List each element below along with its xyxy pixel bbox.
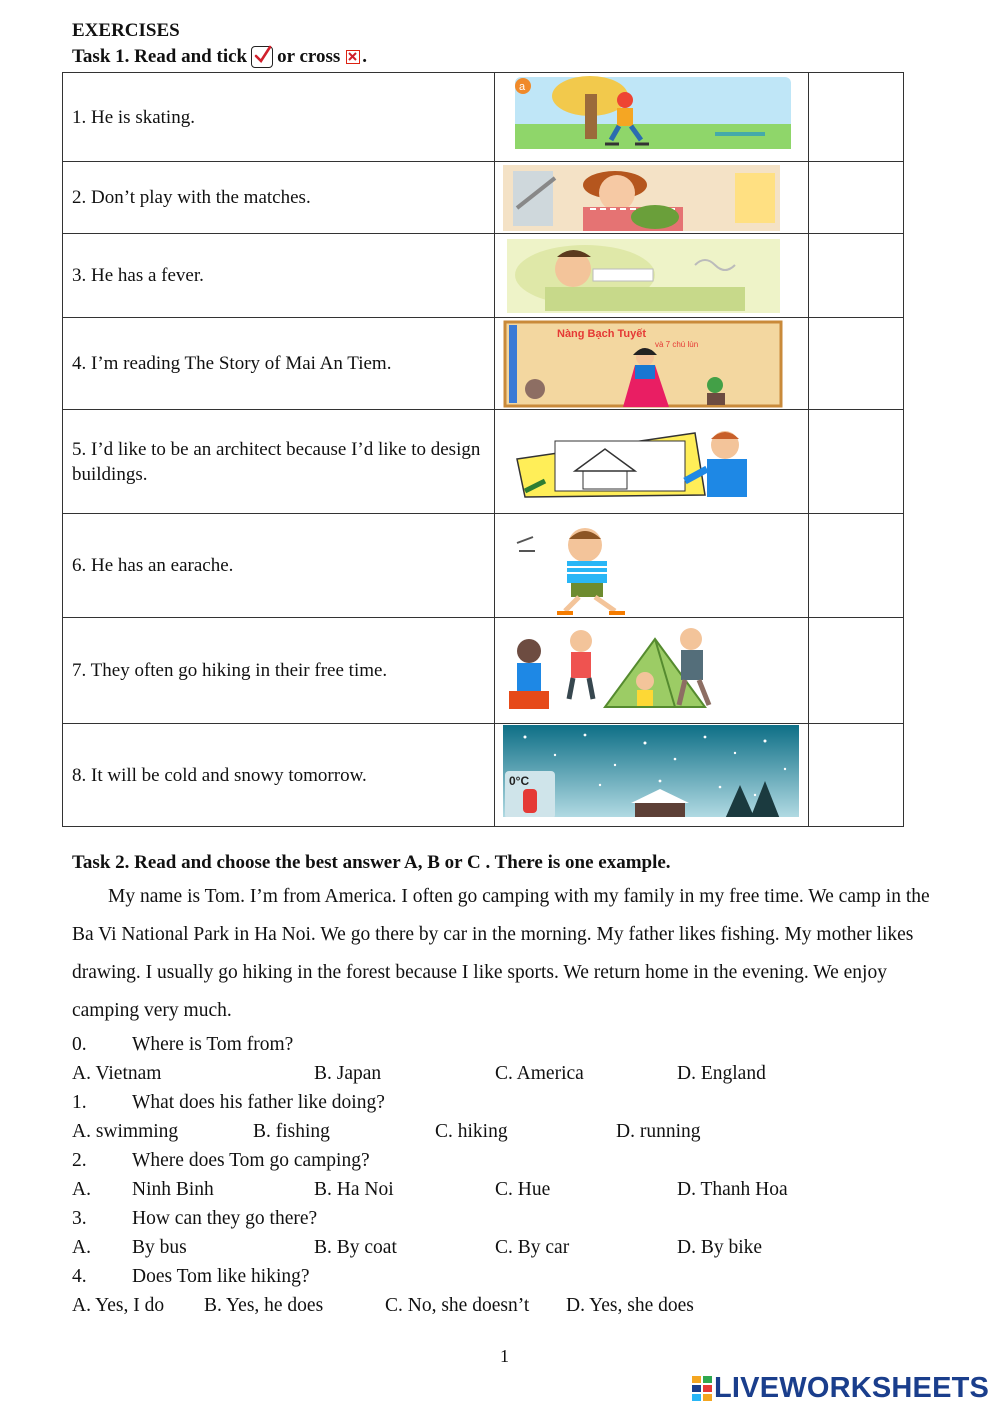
picture-cell [494, 514, 808, 618]
questions-list [72, 1030, 952, 1320]
answer-box[interactable] [808, 724, 903, 827]
sentence-cell: 4. I’m reading The Story of Mai An Tiem. [63, 318, 495, 410]
picture-cell [494, 318, 808, 410]
table-row [63, 318, 904, 410]
picture-cell [494, 234, 808, 318]
brand-name: LIVEWORKSHEETS [714, 1372, 990, 1404]
answer-box[interactable] [808, 318, 903, 410]
question-text: Where does Tom go camping? [132, 1150, 370, 1171]
answer-box[interactable] [808, 73, 903, 162]
sentence-cell: 3. He has a fever. [63, 234, 495, 318]
task2-heading: Task 2. Read and choose the best answer A, B or C . There is one example. [72, 852, 671, 873]
question-text: What does his father like doing? [132, 1092, 385, 1113]
table-row [63, 234, 904, 318]
sentence-cell: 5. I’d like to be an architect because I’d like to design buildings. [63, 410, 495, 514]
sentence-cell: 1. He is skating. [63, 73, 495, 162]
cross-icon [346, 50, 360, 64]
option-b[interactable]: B. fishing [253, 1121, 330, 1142]
answer-box[interactable] [808, 162, 903, 234]
option-d[interactable]: D. England [677, 1063, 766, 1084]
option-d[interactable]: D. By bike [677, 1237, 763, 1258]
page-number: 1 [500, 1346, 509, 1366]
task1-heading [72, 46, 367, 68]
options-row [72, 1175, 952, 1204]
option-a[interactable]: A. Vietnam [72, 1063, 162, 1084]
option-b[interactable]: B. Japan [314, 1063, 382, 1084]
option-c[interactable]: C. No, she doesn’t [385, 1295, 530, 1316]
question-number: 3. [72, 1208, 87, 1229]
tick-icon [251, 46, 273, 68]
table-row [63, 618, 904, 724]
book-title: Nàng Bạch Tuyết [556, 327, 646, 340]
question-row [72, 1030, 952, 1059]
option-a[interactable]: A. Yes, I do [72, 1295, 165, 1316]
options-row [72, 1233, 952, 1262]
question-row [72, 1088, 952, 1117]
snow-white-book-picture [495, 319, 808, 409]
boy-skating-picture [495, 74, 808, 161]
option-b[interactable]: B. Ha Noi [314, 1179, 394, 1200]
picture-cell [494, 162, 808, 234]
sentence-cell: 8. It will be cold and snowy tomorrow. [63, 724, 495, 827]
reading-passage: My name is Tom. I’m from America. I often go camping with my family in my free time. We camp in the Ba Vi National Park in Ha Noi. We go there by car in the morning. My father likes fishing. My mother likes drawing. I usually go hiking in the forest because I like sports. We return home in the evening. We enjoy camping very much. [72, 886, 930, 1021]
question-row [72, 1204, 952, 1233]
sentence-cell: 7. They often go hiking in their free time. [63, 618, 495, 724]
sentence-cell: 6. He has an earache. [63, 514, 495, 618]
picture-cell [494, 410, 808, 514]
temperature-label: 0°C [508, 773, 530, 788]
exercises-heading: EXERCISES [72, 20, 180, 41]
task1-table [62, 72, 904, 827]
sentence-cell: 2. Don’t play with the matches. [63, 162, 495, 234]
picture-cell [494, 618, 808, 724]
boy-drawing-house-picture [495, 411, 808, 513]
question-text: Where is Tom from? [132, 1034, 294, 1055]
sick-boy-in-bed-picture [495, 235, 808, 317]
book-subtitle: và 7 chú lùn [654, 339, 699, 349]
question-number: 1. [72, 1092, 87, 1113]
question-number: 0. [72, 1034, 87, 1055]
answer-box[interactable] [808, 618, 903, 724]
table-row [63, 410, 904, 514]
options-row [72, 1291, 952, 1320]
option-a-letter[interactable]: A. [72, 1237, 91, 1258]
option-c[interactable]: C. hiking [435, 1121, 508, 1142]
option-d[interactable]: D. Thanh Hoa [677, 1179, 788, 1200]
answer-box[interactable] [808, 514, 903, 618]
question-row [72, 1146, 952, 1175]
picture-cell [494, 724, 808, 827]
options-row [72, 1117, 952, 1146]
task1-instruction: Task 1. Read and tick [72, 46, 248, 67]
table-row [63, 73, 904, 162]
option-a-text[interactable]: By bus [132, 1237, 187, 1258]
option-a-text[interactable]: Ninh Binh [132, 1179, 214, 1200]
option-c[interactable]: C. Hue [495, 1179, 551, 1200]
picture-badge: a [518, 80, 526, 93]
liveworksheets-logo [692, 1372, 989, 1405]
answer-box[interactable] [808, 234, 903, 318]
question-number: 2. [72, 1150, 87, 1171]
option-d[interactable]: D. running [616, 1121, 701, 1142]
option-c[interactable]: C. America [495, 1063, 584, 1084]
option-b[interactable]: B. By coat [314, 1237, 397, 1258]
picture-cell [494, 73, 808, 162]
options-row [72, 1059, 952, 1088]
girl-with-matches-picture [495, 163, 808, 233]
question-row [72, 1262, 952, 1291]
table-row [63, 514, 904, 618]
option-c[interactable]: C. By car [495, 1237, 570, 1258]
snowy-night-picture [495, 725, 808, 826]
option-a-letter[interactable]: A. [72, 1179, 91, 1200]
task1-period: . [362, 46, 368, 67]
question-number: 4. [72, 1266, 87, 1287]
table-row [63, 724, 904, 827]
question-text: How can they go there? [132, 1208, 318, 1229]
liveworksheets-icon [692, 1376, 714, 1402]
answer-box[interactable] [808, 410, 903, 514]
option-b[interactable]: B. Yes, he does [204, 1295, 324, 1316]
task1-or-cross: or cross [277, 46, 341, 67]
kids-camping-picture [495, 619, 808, 723]
option-d[interactable]: D. Yes, she does [566, 1295, 694, 1316]
question-text: Does Tom like hiking? [132, 1266, 310, 1287]
option-a[interactable]: A. swimming [72, 1121, 179, 1142]
boy-earache-picture [495, 515, 808, 617]
table-row [63, 162, 904, 234]
